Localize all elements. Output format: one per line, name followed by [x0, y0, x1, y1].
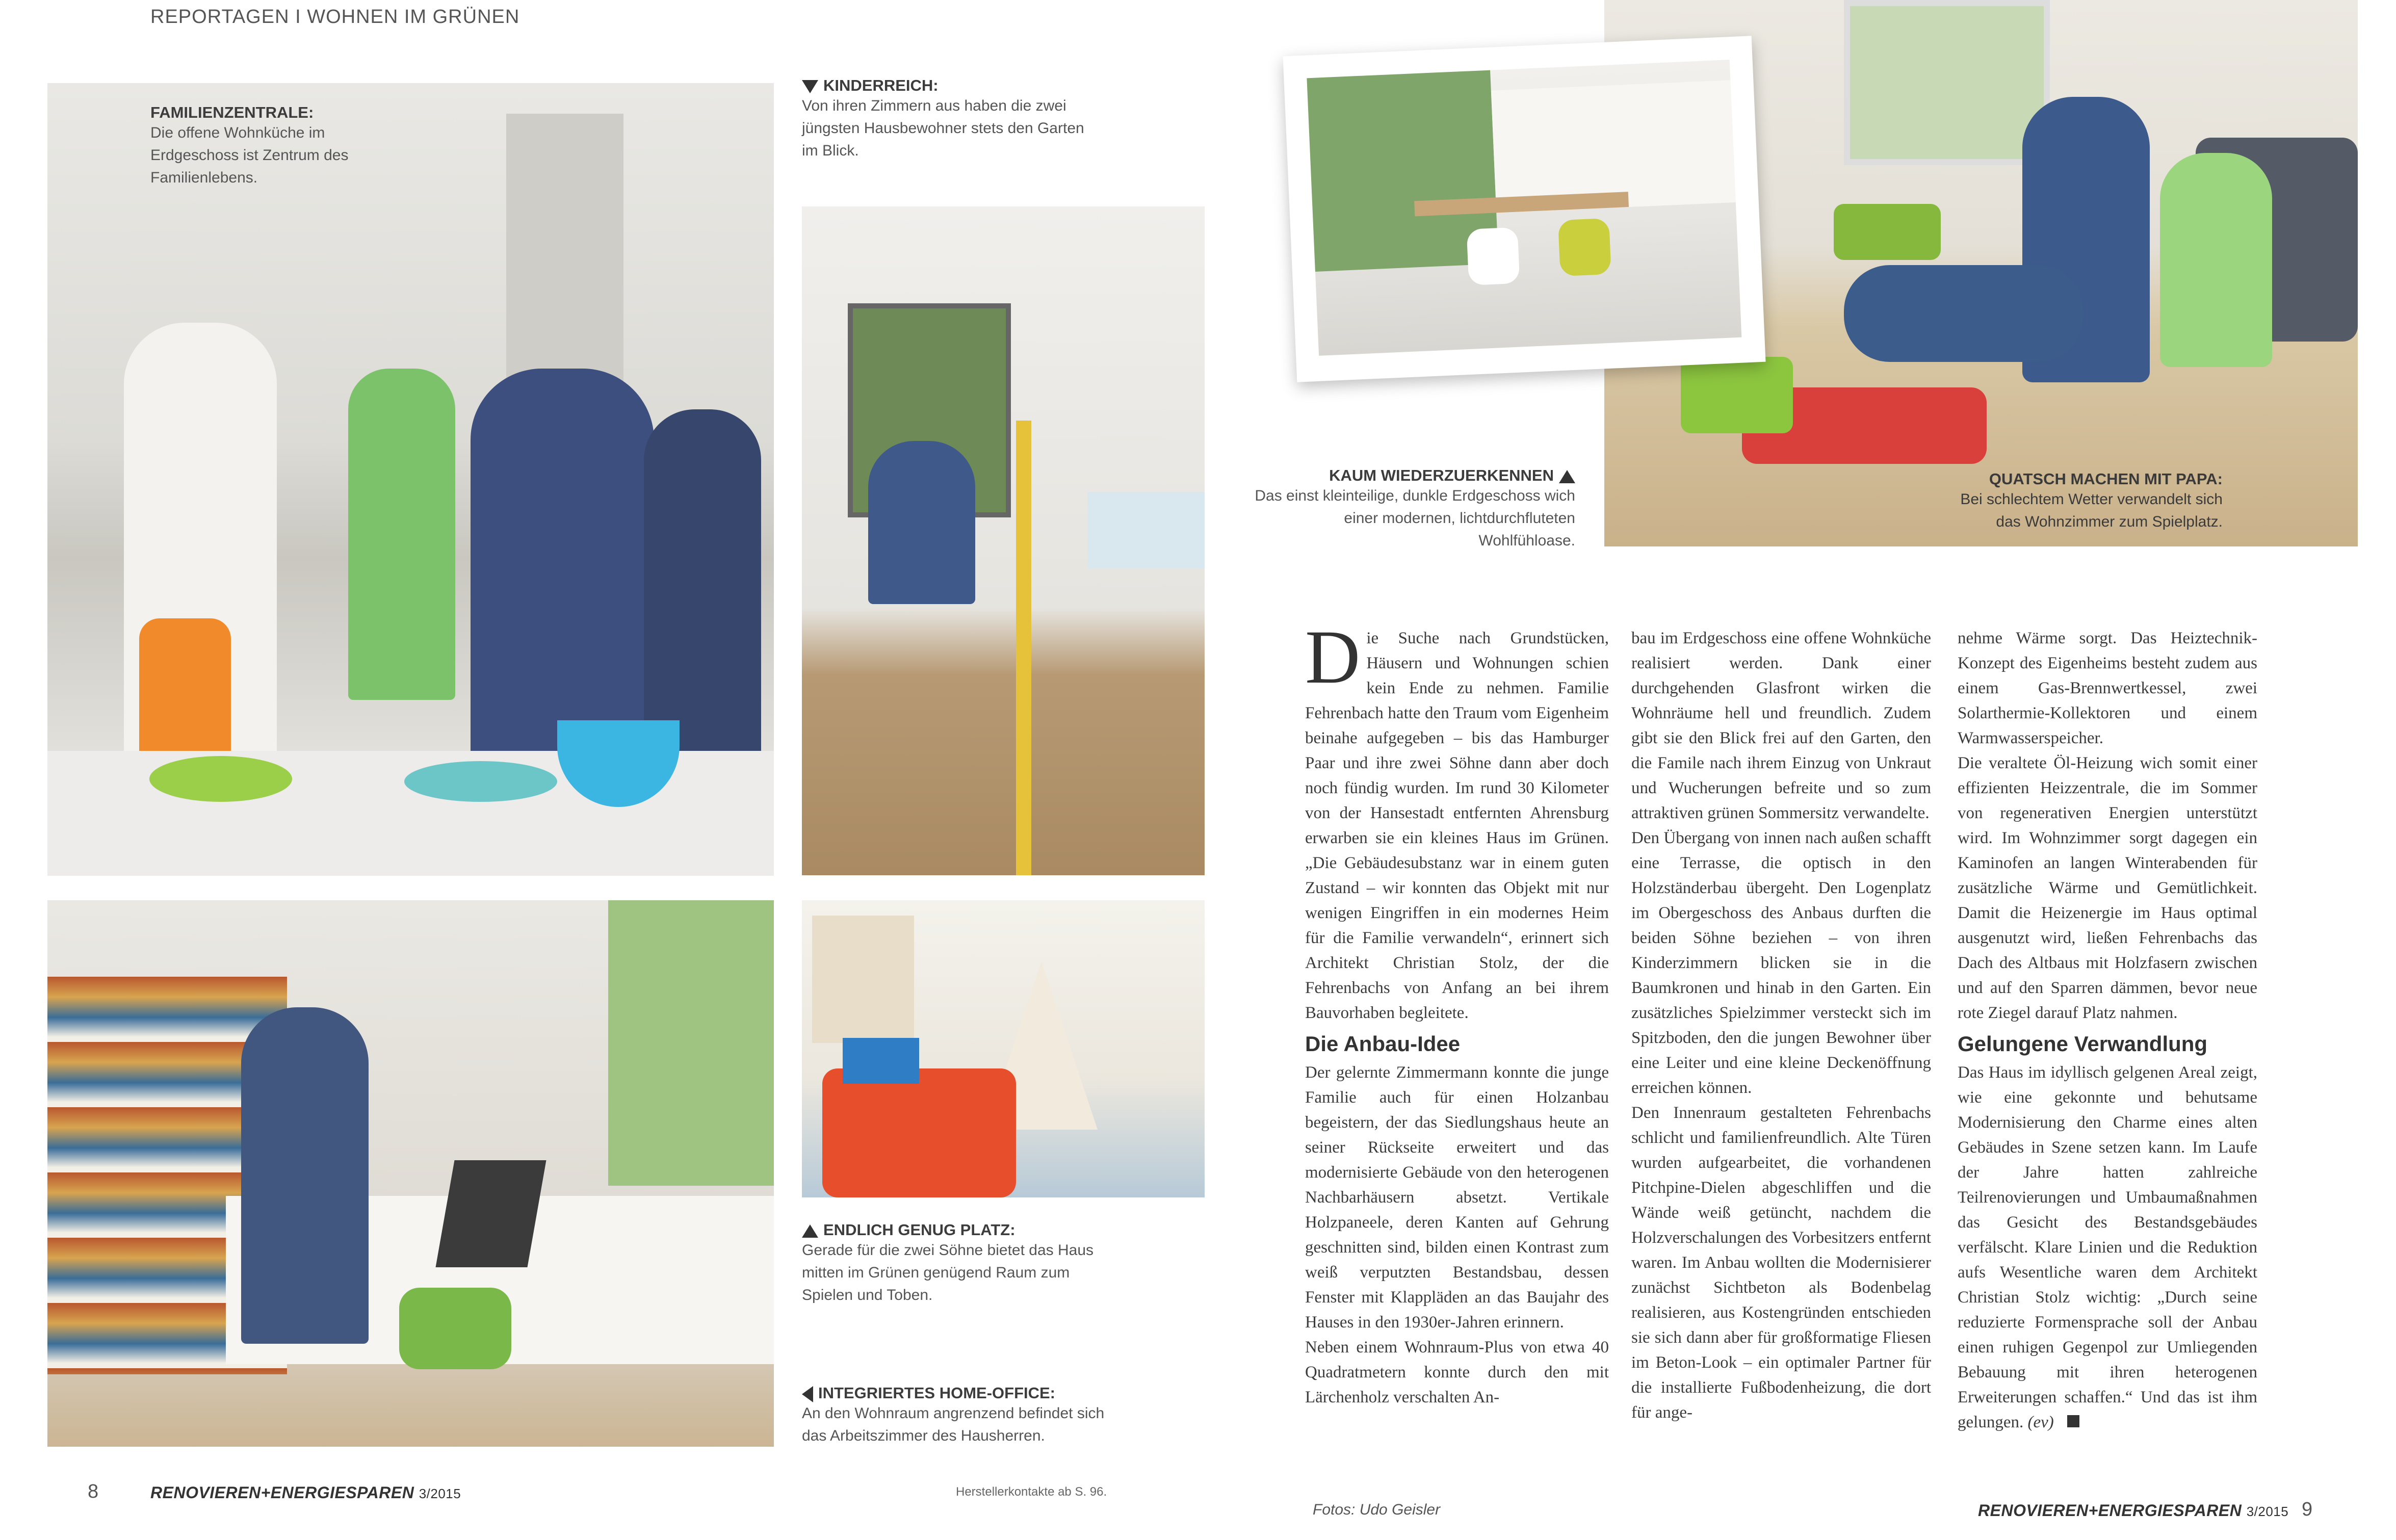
end-mark-icon	[2067, 1415, 2079, 1427]
caption-homeoffice-text: An den Wohnraum angrenzend befindet sich das Arbeitszimmer des Hausherren.	[802, 1405, 1105, 1444]
magazine-name-left: RENOVIEREN+ENERGIESPAREN 3/2015	[150, 1483, 461, 1502]
triangle-down-icon	[802, 80, 818, 93]
photo-play-room	[802, 900, 1205, 1197]
triangle-up-icon	[1559, 470, 1575, 483]
article-paragraph: ie Suche nach Grundstücken, Häusern und Wohnungen schien kein Ende zu nehmen. Familie Fehrenbach hatte den Traum vom Eigenheim beinahe aufgegeben – bis das Hamburger Paar und ihre zwei Söhne dann aber doch noch fündig wurden. Im rund 30 Kilometer von der Hansestadt entfernten Ahrensburg erwarben sie ein kleines Haus im Grünen. „Die Gebäudesubstanz war in einem guten Zustand – wir konnten das Objekt mit nur wenigen Eingriffen in ein modernes Heim für die Familie verwandeln“, erinnert sich Architekt Christian Stolz, der die Fehrenbachs von Anfang an bei ihrem Bauvorhaben begleitete.	[1305, 629, 1609, 1022]
article-paragraph: nehme Wärme sorgt. Das Heiztechnik-Konzept des Eigenheims besteht zudem aus einem Gas-Brennwertkessel, zwei Solarthermie-Kollektoren und einem Warmwasserspeicher.	[1958, 629, 2257, 747]
photo-kitchen	[47, 83, 774, 876]
subheading-verwandlung: Gelungene Verwandlung	[1958, 1032, 2208, 1056]
author-initials: (ev)	[2027, 1413, 2054, 1431]
magazine-name-right: RENOVIEREN+ENERGIESPAREN 3/2015	[1978, 1501, 2289, 1520]
photo-kids-room	[802, 206, 1205, 875]
caption-endlich-text: Gerade für die zwei Söhne bietet das Haus mitten im Grünen genügend Raum zum Spielen und Toben.	[802, 1242, 1094, 1303]
page-number-left: 8	[88, 1481, 99, 1502]
article-paragraph: Den Innenraum gestalteten Fehrenbachs schlicht und familienfreundlich. Alte Türen wurden aufgearbeitet, die vorhandenen Pitchpine-Dielen abgeschliffen und die Wände weiß getüncht, nachdem die Holzverschalungen des Vorbesitzers entfernt waren. Im Anbau wollten die Modernisierer zunächst Sichtbeton als Bodenbelag realisieren, aus Kostengründen entschieden sie sich dann aber für großformatige Fliesen im Beton-Look – ein optimaler Partner für die installierte Fußbodenheizung, die dort für ange-	[1631, 1104, 1932, 1422]
article-paragraph: Neben einem Wohnraum-Plus von etwa 40 Quadratmetern konnte durch den mit Lärchenholz verschalten An-	[1305, 1338, 1609, 1406]
article-paragraph: Die veraltete Öl-Heizung wich somit einer effizienten Heizzentrale, die im Sommer von regenerativen Energien unterstützt wird. Im Wohnzimmer sorgt dagegen ein Kaminofen an langen Winterabenden für zusätzliche Wärme und Gemütlichkeit. Damit die Heizenergie im Haus optimal ausgenutzt wird, ließen Fehrenbachs das Dach des Altbaus mit Holzfasern zwischen und auf den Sparren dämmen, bevor neue rote Ziegel darauf Platz nahmen.	[1958, 754, 2257, 1022]
triangle-left-icon	[802, 1386, 813, 1402]
article-column-2	[1631, 626, 1931, 1425]
caption-kinderreich-text: Von ihren Zimmern aus haben die zwei jüngsten Hausbewohner stets den Garten im Blick.	[802, 97, 1084, 159]
caption-quatsch-text: Bei schlechtem Wetter verwandelt sich das Wohnzimmer zum Spielplatz.	[1960, 491, 2223, 530]
subheading-anbau: Die Anbau-Idee	[1305, 1032, 1461, 1056]
photo-credit: Fotos: Udo Geisler	[1313, 1501, 1441, 1518]
caption-kaum-title: KAUM WIEDERZUERKENNEN	[1329, 466, 1554, 484]
article-paragraph: Der gelernte Zimmermann konnte die junge Familie auch für einen Holzanbau begeistern, der das Siedlungshaus heute an seiner Rückseite erweitert und das modernisierte Gebäude von den heterogenen Nachbarhäusern absetzt. Vertikale Holzpaneele, deren Kanten auf Gehrung geschnitten sind, bilden einen Kontrast zum weiß verputzten Bestandsbau, dessen Fenster mit Klappläden an das Baujahr des Hauses in den 1930er-Jahren erinnern.	[1305, 1063, 1609, 1332]
article-paragraph: Den Übergang von innen nach außen schafft eine Terrasse, die optisch in den Holzständerbau übergeht. Den Logenplatz im Obergeschoss des Anbaus durften die beiden Söhne beziehen – von ihren Kinderzimmern blicken sie in die Baumkronen und hinab in den Garten. Ein zusätzliches Spielzimmer versteckt sich im Spitzboden, den die jungen Bewohner über eine Leiter und eine kleine Deckenöffnung erreichen können.	[1631, 829, 1931, 1097]
photo-polaroid-kitchen	[1283, 36, 1765, 382]
article-paragraph: Das Haus im idyllisch gelgenen Areal zeigt, wie eine gekonnte und behutsame Modernisierung den Charme eines alten Gebäudes in Szene setzen kann. Im Laufe der Jahre hatten zahlreiche Teilrenovierungen und Umbaumaßnahmen das Gesicht des Bestandsgebäudes verfälscht. Klare Linien und die Reduktion aufs Wesentliche waren dem Architekt Christian Stolz wichtig: „Durch seine reduzierte Formensprache soll der Anbau einen ruhigen Gegenpol zur Umliegenden Bebauung mit ihren heterogenen Erweiterungen schaffen.“ Und das ist ihm gelungen.	[1958, 1063, 2257, 1431]
article-column-1	[1305, 615, 1609, 1410]
section-header: REPORTAGEN I WOHNEN IM GRÜNEN	[150, 6, 520, 28]
photo-home-office	[47, 900, 774, 1447]
caption-endlich-title: ENDLICH GENUG PLATZ:	[823, 1221, 1015, 1239]
article-column-3	[1958, 626, 2257, 1435]
manufacturer-contacts-note: Herstellerkontakte ab S. 96.	[956, 1485, 1107, 1499]
caption-homeoffice-title: INTEGRIERTES HOME-OFFICE:	[818, 1384, 1055, 1402]
caption-familienzentrale-title: FAMILIENZENTRALE:	[150, 103, 314, 121]
caption-quatsch-title: QUATSCH MACHEN MIT PAPA:	[1989, 470, 2223, 488]
drop-cap: D	[1305, 615, 1361, 699]
triangle-up-icon	[802, 1224, 818, 1238]
caption-kinderreich-title: KINDERREICH:	[823, 76, 939, 94]
caption-familienzentrale-text: Die offene Wohnküche im Erdgeschoss ist Zentrum des Familienlebens.	[150, 124, 349, 186]
page-number-right: 9	[2302, 1499, 2313, 1520]
article-paragraph: bau im Erdgeschoss eine offene Wohnküche realisiert werden. Dank einer durchgehenden Glasfront wirken die Wohnräume hell und freundlich. Zudem gibt sie den Blick frei auf den Garten, den die Famile nach ihrem Einzug von Unkraut und Wucherungen befreite und so zum attraktiven grünen Sommersitz verwandelte.	[1631, 629, 1931, 822]
caption-kaum-text: Das einst kleinteilige, dunkle Erdgeschoss wich einer modernen, lichtdurchfluteten Wohlfühloase.	[1255, 487, 1575, 549]
